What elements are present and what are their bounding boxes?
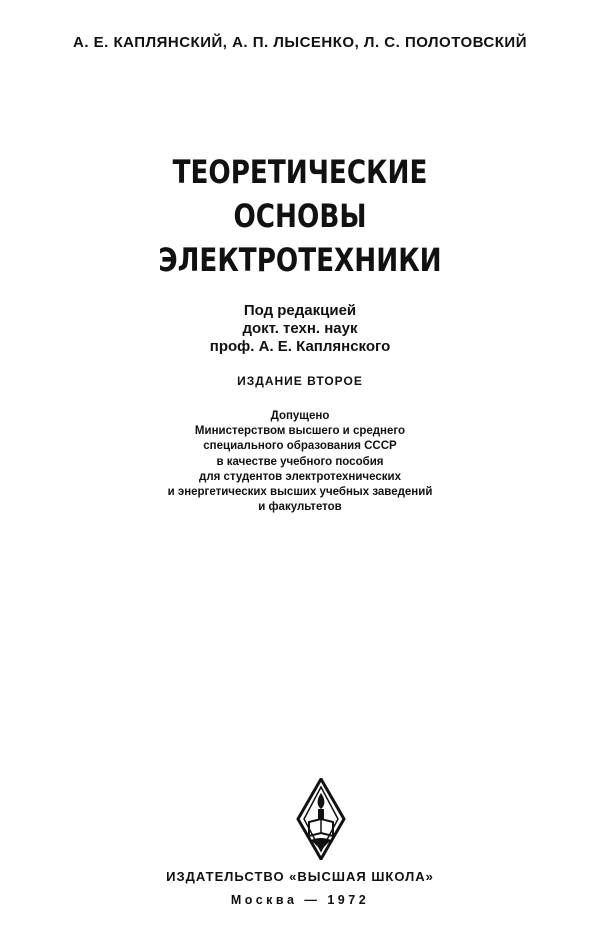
approval-line: Допущено [270,410,330,422]
approval-line: и энергетических высших учебных заведений [167,486,433,499]
editor-line: проф. А. Е. Каплянского [209,338,391,355]
editor-line: докт. техн. наук [242,320,358,337]
authors-line: А. Е. КАПЛЯНСКИЙ, А. П. ЛЫСЕНКО, Л. С. ПОЛОТОВСКИЙ [73,34,527,51]
approval-block [0,409,600,515]
approval-line: и факультетов [258,501,342,514]
approval-line: Министерством высшего и среднего [194,425,406,438]
city-year: Москва — 1972 [230,893,370,907]
title-line: ЭЛЕКТРОТЕХНИКИ [158,241,442,279]
publisher-emblem-icon [296,778,346,860]
approval-line: специального образования СССР [203,440,397,453]
approval-line: для студентов электротехнических [199,470,401,483]
approval-line: в качестве учебного пособия [216,455,384,468]
edition-label: ИЗДАНИЕ ВТОРОЕ [237,374,363,388]
editor-block [0,302,600,356]
title-line: ОСНОВЫ [233,197,367,235]
editor-line: Под редакцией [243,302,357,319]
publisher-name: ИЗДАТЕЛЬСТВО «ВЫСШАЯ ШКОЛА» [166,869,434,884]
title-line: ТЕОРЕТИЧЕСКИЕ [172,153,428,191]
book-title [54,150,546,282]
